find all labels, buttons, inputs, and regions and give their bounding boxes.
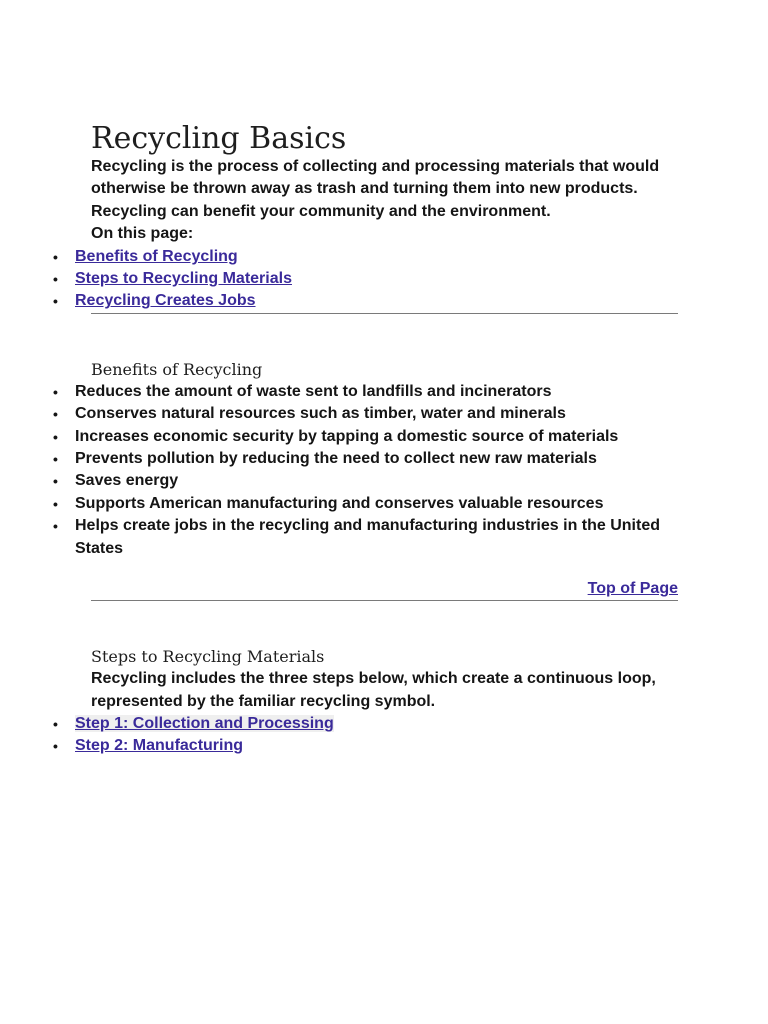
bullet-icon: • [53,406,58,423]
steps-heading: Steps to Recycling Materials [91,647,325,667]
list-item [0,470,768,492]
benefit-text: Prevents pollution by reducing the need to collect new raw materials [75,450,597,468]
step-link-collection[interactable]: Step 1: Collection and Processing [75,714,334,732]
bullet-icon: • [53,518,58,535]
benefits-heading-block [91,314,678,381]
step-link-manufacturing[interactable]: Step 2: Manufacturing [75,737,244,755]
benefit-text: Saves energy [75,472,179,490]
on-this-page-label: On this page: [91,225,194,243]
benefit-text: Increases economic security by tapping a domestic source of materials [75,427,619,445]
list-item [0,713,768,735]
page-title: Recycling Basics [91,121,347,156]
list-item [0,493,768,515]
toc-link-benefits[interactable]: Benefits of Recycling [75,247,238,265]
benefit-text: Helps create jobs in the recycling and manufacturing industries in the United States [75,517,660,557]
bullet-icon: • [53,473,58,490]
list-item [0,268,768,290]
bullet-icon: • [53,271,58,288]
benefits-list [0,381,768,560]
on-this-page-list [0,246,768,313]
list-item [0,381,768,403]
bullet-icon: • [53,495,58,512]
benefit-text: Supports American manufacturing and conserves valuable resources [75,494,604,512]
list-item [0,426,768,448]
bullet-icon: • [53,451,58,468]
list-item [0,290,768,312]
intro-section [91,0,678,246]
intro-paragraph: Recycling is the process of collecting and processing materials that would otherwise be thrown away as trash and turning them into new products. Recycling can benefit your community and the environment. [91,158,660,220]
bullet-icon: • [53,293,58,310]
benefit-text: Reduces the amount of waste sent to landfills and incinerators [75,382,552,400]
toc-link-steps[interactable]: Steps to Recycling Materials [75,270,292,288]
steps-section [91,601,678,713]
steps-intro-paragraph: Recycling includes the three steps below, which create a continuous loop, represented by the familiar recycling symbol. [91,670,656,710]
list-item [0,448,768,470]
top-of-page-row [91,578,678,600]
list-item [0,246,768,268]
steps-list [0,713,768,758]
list-item [0,403,768,425]
list-item [0,735,768,757]
bullet-icon: • [53,715,58,732]
benefits-heading: Benefits of Recycling [91,359,263,379]
bullet-icon: • [53,383,58,400]
bullet-icon: • [53,428,58,445]
bullet-icon: • [53,248,58,265]
toc-link-jobs[interactable]: Recycling Creates Jobs [75,292,256,310]
list-item [0,515,768,560]
benefit-text: Conserves natural resources such as timber, water and minerals [75,405,566,423]
bullet-icon: • [53,738,58,755]
top-of-page-link[interactable]: Top of Page [587,580,678,598]
